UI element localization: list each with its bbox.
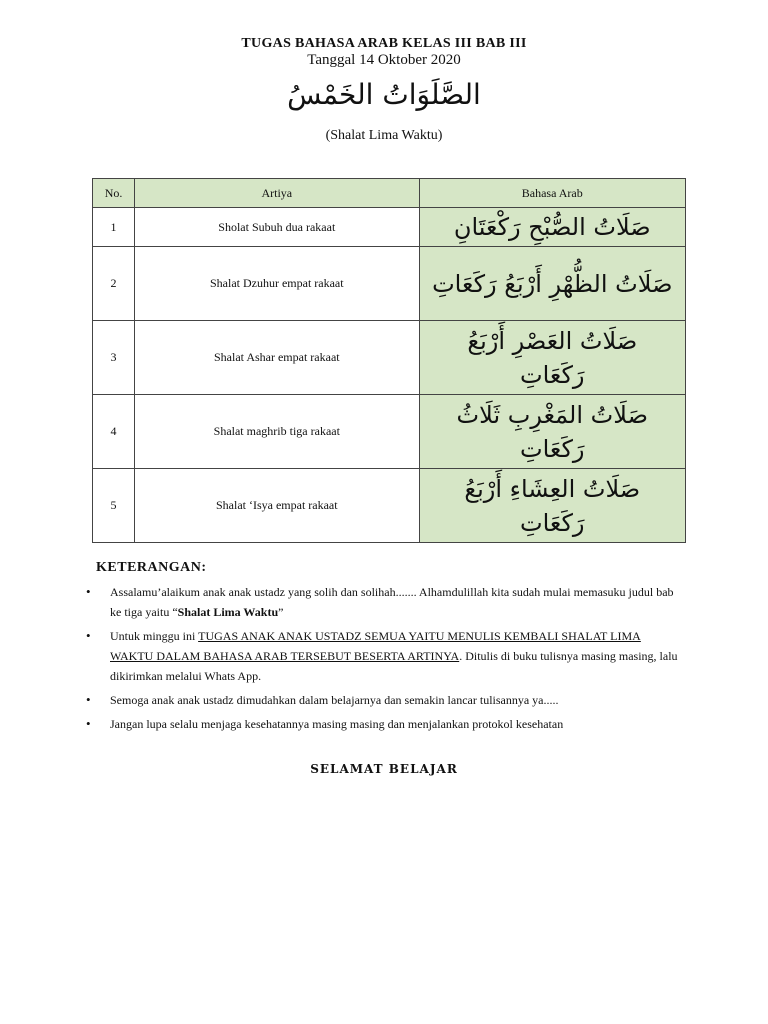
note-1-text: Assalamu’alaikum anak anak ustadz yang solih dan solihah....... Alhamdulillah kita sudah mulai memasuku judul bab ke tiga yaitu “ [110, 585, 674, 619]
closing-text: SELAMAT BELAJAR [310, 762, 458, 776]
table-row [93, 395, 686, 469]
arabic-title: الصَّلَوَاتُ الخَمْسُ [287, 78, 481, 111]
list-item: • Semoga anak anak ustadz dimudahkan dalam belajarnya dan semakin lancar tulisannya ya..... [84, 690, 684, 710]
row-artiya: Shalat Ashar empat rakaat [135, 321, 419, 395]
note-2-post: . Ditulis di buku tulisnya masing masing, lalu dikirimkan melalui Whats App. [110, 649, 678, 683]
note-1-end: ” [278, 605, 284, 619]
note-2-pre: Untuk minggu ini [110, 629, 199, 643]
row-artiya: Shalat Dzuhur empat rakaat [135, 247, 419, 321]
row-arabic: صَلَاتُ المَغْرِبِ ثَلَاثُ رَكَعَاتِ [419, 395, 685, 469]
row-artiya: Shalat maghrib tiga rakaat [135, 395, 419, 469]
table-row [93, 247, 686, 321]
list-item [84, 626, 684, 686]
header-bahasa-arab: Bahasa Arab [419, 179, 685, 208]
row-number: 4 [93, 395, 135, 469]
document-subtitle: (Shalat Lima Waktu) [325, 128, 443, 143]
keterangan-heading: KETERANGAN: [96, 560, 207, 575]
row-number: 2 [93, 247, 135, 321]
header-no: No. [93, 179, 135, 208]
row-number: 5 [93, 469, 135, 543]
row-number: 1 [93, 208, 135, 247]
row-artiya: Shalat ‘Isya empat rakaat [135, 469, 419, 543]
list-item [84, 582, 684, 622]
document-date: Tanggal 14 Oktober 2020 [307, 52, 461, 68]
keterangan-list [84, 582, 684, 738]
row-arabic: صَلَاتُ الصُّبْحِ رَكْعَتَانِ [419, 208, 685, 247]
list-item: • Jangan lupa selalu menjaga kesehatannya masing masing dan menjalankan protokol kesehatan [84, 714, 684, 734]
note-1-bold: Shalat Lima Waktu [177, 605, 279, 619]
prayer-table [92, 178, 686, 543]
header-artiya: Artiya [135, 179, 419, 208]
note-2-underlined: TUGAS ANAK ANAK USTADZ SEMUA YAITU MENULIS KEMBALI SHALAT LIMA WAKTU DALAM BAHASA ARAB TERSEBUT BESERTA ARTINYA [110, 629, 641, 663]
row-artiya: Sholat Subuh dua rakaat [135, 208, 419, 247]
table-row [93, 469, 686, 543]
row-arabic: صَلَاتُ الظُّهْرِ أَرْبَعُ رَكَعَاتِ [419, 247, 685, 321]
document-title: TUGAS BAHASA ARAB KELAS III BAB III [241, 36, 527, 51]
row-arabic: صَلَاتُ العَصْرِ أَرْبَعُ رَكَعَاتِ [419, 321, 685, 395]
table-header-row [93, 179, 686, 208]
table-row [93, 321, 686, 395]
table-row [93, 208, 686, 247]
row-arabic: صَلَاتُ العِشَاءِ أَرْبَعُ رَكَعَاتِ [419, 469, 685, 543]
row-number: 3 [93, 321, 135, 395]
